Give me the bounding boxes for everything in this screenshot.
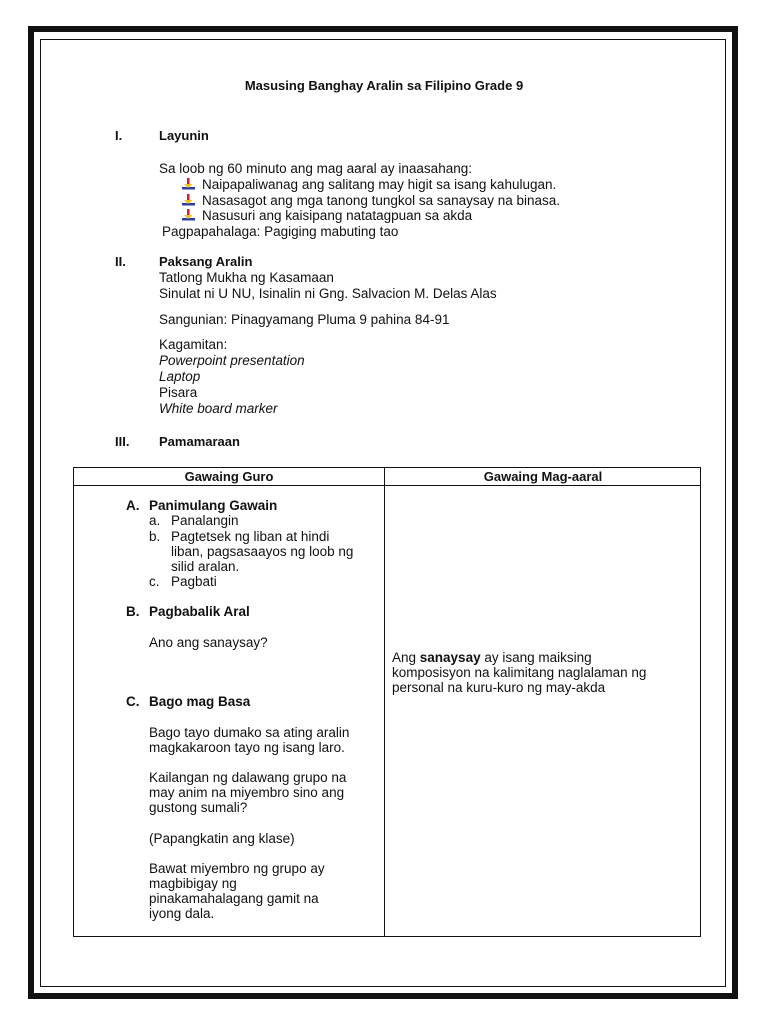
section-title-pamamaraan: Pamamaraan [159, 434, 240, 449]
lesson-author: Sinulat ni U NU, Isinalin ni Gng. Salvacion M. Delas Alas [159, 286, 497, 301]
list-item: liban, pagsasaayos ng loob ng [171, 544, 354, 559]
list-item: Panalangin [171, 513, 239, 528]
list-item-letter: c. [149, 574, 160, 589]
kagamitan-item: Pisara [159, 385, 198, 400]
lesson-title: Tatlong Mukha ng Kasamaan [159, 270, 334, 285]
layunin-intro: Sa loob ng 60 minuto ang mag aaral ay inaasahang: [159, 161, 472, 176]
objective-item: Nasasagot ang mga tanong tungkol sa sanaysay na binasa. [182, 193, 560, 209]
paragraph-line: may anim na miyembro sino ang [149, 785, 345, 800]
list-item-letter: b. [149, 529, 161, 544]
arrow-bullet-icon [182, 178, 196, 190]
list-item: Pagtetsek ng liban at hindi [171, 529, 330, 544]
kagamitan-item: Laptop [159, 369, 201, 384]
list-item-letter: a. [149, 513, 161, 528]
kagamitan-item: Powerpoint presentation [159, 353, 305, 368]
kagamitan-label: Kagamitan: [159, 337, 228, 352]
pagpapahalaga: Pagpapahalaga: Pagiging mabuting tao [162, 224, 399, 239]
header-gawaing-mag-aaral: Gawaing Mag-aaral [483, 469, 603, 484]
table-column-divider [384, 468, 385, 936]
part-a-label: A. [126, 498, 140, 513]
student-answer-line: Ang sanaysay ay isang maiksing [392, 650, 592, 665]
part-a-title: Panimulang Gawain [149, 498, 278, 513]
document-title: Masusing Banghay Aralin sa Filipino Grade 9 [244, 78, 524, 93]
section-number-2: II. [115, 254, 126, 269]
kagamitan-item: White board marker [159, 401, 278, 416]
part-c-label: C. [126, 694, 140, 709]
list-item: Pagbati [171, 574, 217, 589]
paragraph-line: iyong dala. [149, 906, 215, 921]
paragraph-line: magkakaroon tayo ng isang laro. [149, 740, 345, 755]
activity-table [73, 467, 701, 937]
paragraph-line: Kailangan ng dalawang grupo na [149, 770, 347, 785]
paragraph-line: Bawat miyembro ng grupo ay [149, 861, 325, 876]
paragraph-line: magbibigay ng [149, 876, 237, 891]
paragraph-line: gustong sumali? [149, 800, 248, 815]
section-title-paksang-aralin: Paksang Aralin [159, 254, 253, 269]
student-answer-line: komposisyon na kalimitang naglalaman ng [392, 665, 647, 680]
review-question: Ano ang sanaysay? [149, 635, 268, 650]
section-number-1: I. [115, 128, 123, 143]
part-c-title: Bago mag Basa [149, 694, 251, 709]
header-gawaing-guro: Gawaing Guro [184, 469, 274, 484]
section-number-3: III. [115, 434, 130, 449]
paragraph-line: pinakamahalagang gamit na [149, 891, 319, 906]
objective-item: Nasusuri ang kaisipang natatagpuan sa akda [182, 208, 472, 224]
objective-item: Naipapaliwanag ang salitang may higit sa isang kahulugan. [182, 177, 556, 193]
student-answer-line: personal na kuru-kuro ng may-akda [392, 680, 606, 695]
paragraph-line: (Papangkatin ang klase) [149, 831, 295, 846]
paragraph-line: Bago tayo dumako sa ating aralin [149, 725, 350, 740]
arrow-bullet-icon [182, 194, 196, 206]
part-b-title: Pagbabalik Aral [149, 604, 250, 619]
part-b-label: B. [126, 604, 140, 619]
arrow-bullet-icon [182, 209, 196, 221]
section-title-layunin: Layunin [159, 128, 209, 143]
list-item: silid aralan. [171, 559, 240, 574]
sanggunian: Sangunian: Pinagyamang Pluma 9 pahina 84-91 [159, 312, 450, 327]
